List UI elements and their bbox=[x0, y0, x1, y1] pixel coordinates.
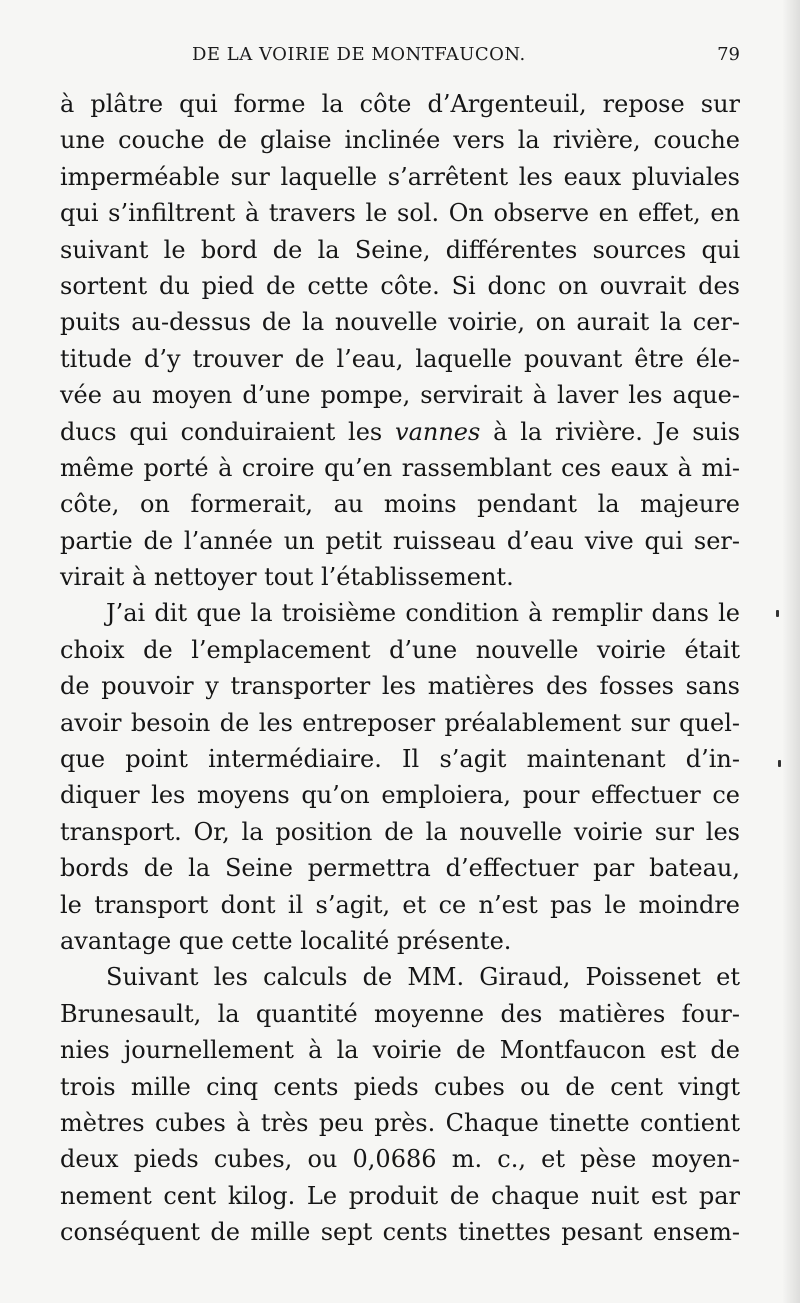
paragraph-end-line: virait à nettoyer tout l’établissement. bbox=[60, 563, 514, 592]
text-line: imperméable sur laquelle s’arrêtent les eaux pluviales bbox=[60, 162, 740, 191]
text-line: diquer les moyens qu’on emploiera, pour effectuer ce bbox=[60, 781, 740, 810]
text-line-with-italic bbox=[60, 414, 740, 450]
text-line: une couche de glaise inclinée vers la rivière, couche bbox=[60, 126, 740, 155]
paragraph-start-line: J’ai dit que la troisième condition à remplir dans le bbox=[106, 599, 740, 628]
text-line: conséquent de mille sept cents tinettes pesant ensem- bbox=[60, 1218, 740, 1247]
text-line: avoir besoin de les entreposer préalablement sur quel- bbox=[60, 708, 740, 737]
text-segment: ducs qui conduiraient les bbox=[60, 417, 396, 446]
print-speck bbox=[778, 760, 781, 767]
text-line: mètres cubes à très peu près. Chaque tinette contient bbox=[60, 1108, 740, 1137]
text-line: puits au-dessus de la nouvelle voirie, on aurait la cer- bbox=[60, 308, 740, 337]
text-line: vée au moyen d’une pompe, servirait à laver les aque- bbox=[60, 381, 740, 410]
text-line: à plâtre qui forme la côte d’Argenteuil, repose sur bbox=[60, 90, 740, 118]
text-line: même porté à croire qu’en rassemblant ces eaux à mi- bbox=[60, 453, 740, 482]
text-line: le transport dont il s’agit, et ce n’est pas le moindre bbox=[60, 890, 740, 919]
paragraph-end-line: avantage que cette localité présente. bbox=[60, 926, 512, 955]
text-segment: à la rivière. Je suis bbox=[480, 417, 741, 446]
paragraph-start-line: Suivant les calculs de MM. Giraud, Poissenet et bbox=[106, 963, 740, 992]
body-text bbox=[60, 86, 740, 1251]
text-line: de pouvoir y transporter les matières des fosses sans bbox=[60, 672, 740, 701]
text-line: choix de l’emplacement d’une nouvelle voirie était bbox=[60, 635, 740, 664]
text-line: transport. Or, la position de la nouvelle voirie sur les bbox=[60, 817, 740, 846]
italic-word: vannes bbox=[395, 417, 481, 446]
text-line: bords de la Seine permettra d’effectuer par bateau, bbox=[60, 854, 740, 883]
page-header bbox=[60, 44, 740, 78]
text-line: sortent du pied de cette côte. Si donc on ouvrait des bbox=[60, 271, 740, 300]
text-line: deux pieds cubes, ou 0,0686 m. c., et pèse moyen- bbox=[60, 1145, 740, 1174]
page-number: 79 bbox=[717, 44, 740, 65]
text-line: côte, on formerait, au moins pendant la majeure bbox=[60, 490, 740, 519]
text-line: suivant le bord de la Seine, différentes sources qui bbox=[60, 235, 740, 264]
running-title: DE LA VOIRIE DE MONTFAUCON. bbox=[192, 44, 526, 65]
text-line: nies journellement à la voirie de Montfaucon est de bbox=[60, 1036, 740, 1065]
text-line: nement cent kilog. Le produit de chaque nuit est par bbox=[60, 1181, 740, 1210]
print-speck bbox=[776, 610, 779, 617]
text-line: trois mille cinq cents pieds cubes ou de cent vingt bbox=[60, 1072, 740, 1101]
page-edge-shadow bbox=[782, 0, 800, 1303]
text-line: que point intermédiaire. Il s’agit maintenant d’in- bbox=[60, 745, 740, 774]
text-line: partie de l’année un petit ruisseau d’eau vive qui ser- bbox=[60, 526, 740, 555]
text-line: qui s’infiltrent à travers le sol. On observe en effet, en bbox=[60, 199, 740, 228]
text-line: titude d’y trouver de l’eau, laquelle pouvant être éle- bbox=[60, 344, 740, 373]
text-line: Brunesault, la quantité moyenne des matières four- bbox=[60, 999, 740, 1028]
